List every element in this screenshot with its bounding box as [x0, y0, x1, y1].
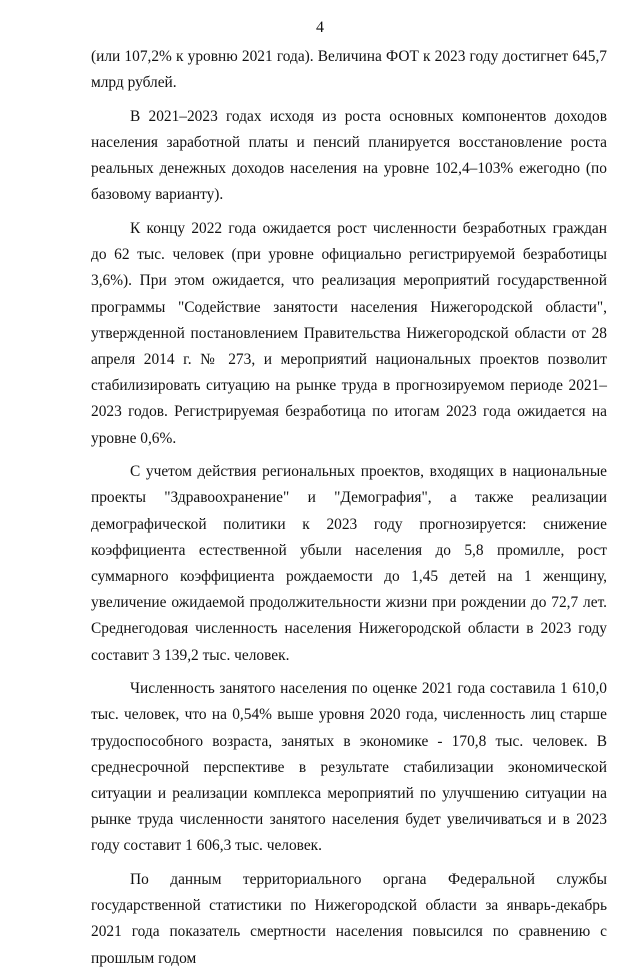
- paragraph-demography: С учетом действия региональных проектов, входящих в национальные проекты "Здравоохранение" и "Демография", а также реализации демографической политики к 2023 году прогнозируется: снижение коэффициента естественной убыли населения до 5,8 промилле, рост суммарного коэффициента рождаемости до 1,45 детей на 1 женщину, увеличение ожидаемой продолжительности жизни при рождении до 72,7 лет. Среднегодовая численность населения Нижегородской области в 2023 году составит 3 139,2 тыс. человек.: [91, 463, 607, 664]
- paragraph-mortality: По данным территориального органа Федеральной службы государственной статистики по Нижегородской области за январь-декабрь 2021 года показатель смертности населения повысился по сравнению с прошлым годом: [91, 871, 607, 967]
- paragraph-continuation-fot: (или 107,2% к уровню 2021 года). Величина ФОТ к 2023 году достигнет 645,7 млрд рублей.: [91, 48, 607, 92]
- paragraph-income: В 2021–2023 годах исходя из роста основных компонентов доходов населения заработной платы и пенсий планируется восстановление роста реальных денежных доходов населения на уровне 102,4–103% ежегодно (по базовому варианту).: [91, 107, 607, 204]
- document-body: [91, 44, 607, 979]
- page-number: 4: [316, 19, 324, 36]
- paragraph-employment: Численность занятого населения по оценке 2021 года составила 1 610,0 тыс. человек, что на 0,54% выше уровня 2020 года, численность лиц старше трудоспособного возраста, занятых в экономике - 170,8 тыс. человек. В среднесрочной перспективе в результате стабилизации экономической ситуации и реализации комплекса мероприятий по улучшению ситуации на рынке труда численности занятого населения будет увеличиваться и в 2023 году составит 1 606,3 тыс. человек.: [91, 680, 607, 855]
- paragraph-unemployment: К концу 2022 года ожидается рост численности безработных граждан до 62 тыс. человек (при уровне официально регистрируемой безработицы 3,6%). При этом ожидается, что реализация мероприятий государственной программы "Содействие занятости населения Нижегородской области", утвержденной постановлением Правительства Нижегородской области от 28 апреля 2014 г. № 273, и мероприятий национальных проектов позволит стабилизировать ситуацию на рынке труда в прогнозируемом периоде 2021–2023 годов. Регистрируемая безработица по итогам 2023 года ожидается на уровне 0,6%.: [91, 220, 607, 447]
